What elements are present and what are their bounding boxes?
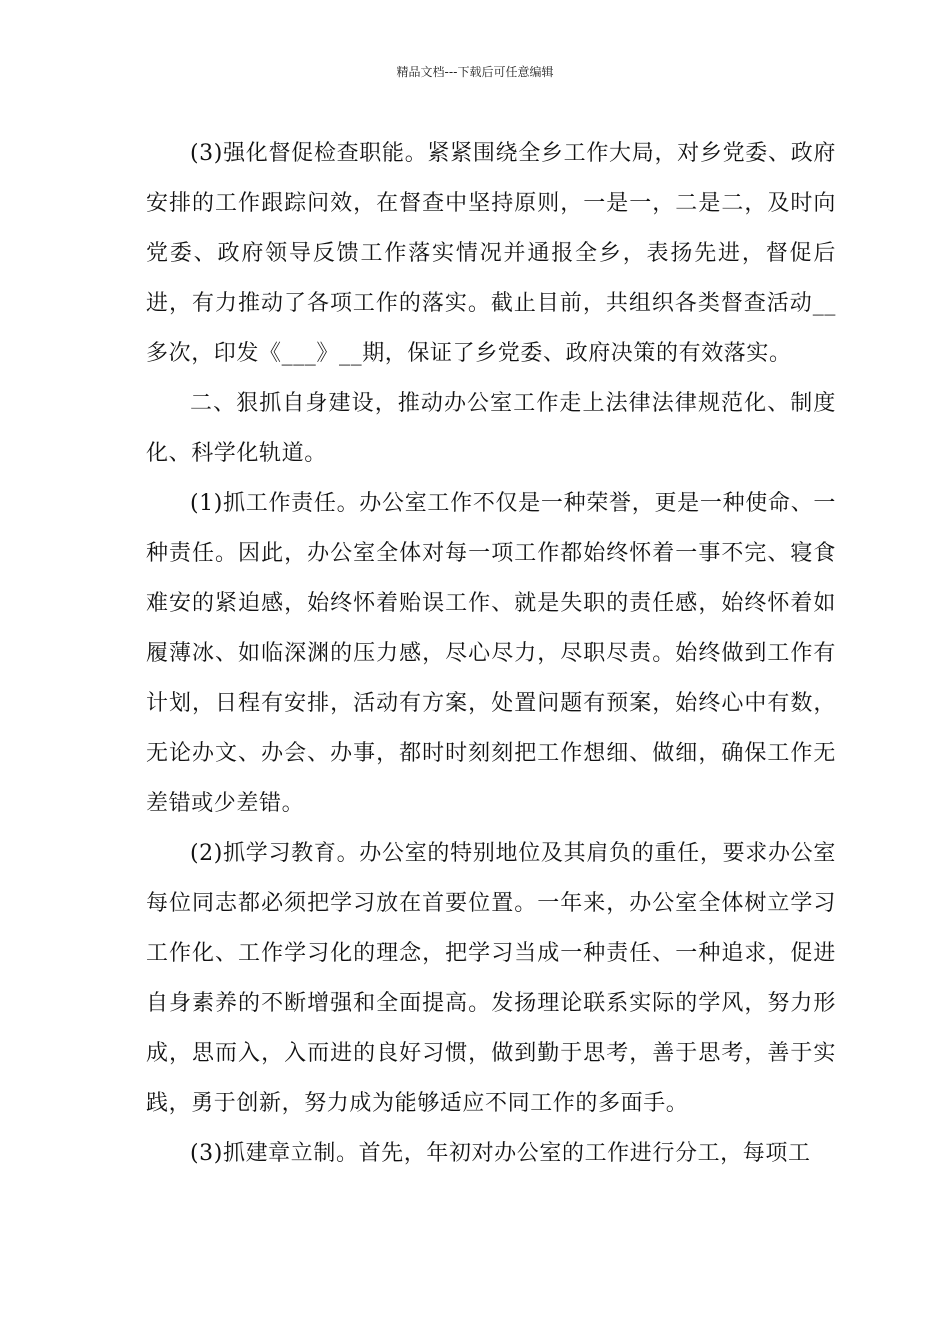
paragraph-supervision: (3)强化督促检查职能。紧紧围绕全乡工作大局，对乡党委、政府安排的工作跟踪问效，在督查中坚持原则，一是一，二是二，及时向党委、政府领导反馈工作落实情况并通报全乡，表扬先进，督促后进，有力推动了各项工作的落实。截止目前，共组织各类督查活动__多次，印发《___》__期，保证了乡党委、政府决策的有效落实。 [146,141,836,366]
document-body [146,129,836,1179]
paragraph-section-two-heading: 二、狠抓自身建设，推动办公室工作走上法律法律规范化、制度化、科学化轨道。 [146,391,836,466]
paragraph-work-responsibility: (1)抓工作责任。办公室工作不仅是一种荣誉，更是一种使命、一种责任。因此，办公室全体对每一项工作都始终怀着一事不完、寝食难安的紧迫感，始终怀着贻误工作、就是失职的责任感，始终怀着如履薄冰、如临深渊的压力感，尽心尽力，尽职尽责。始终做到工作有计划，日程有安排，活动有方案，处置问题有预案，始终心中有数，无论办文、办会、办事，都时时刻刻把工作想细、做细，确保工作无差错或少差错。 [146,491,836,816]
paragraph-study-education: (2)抓学习教育。办公室的特别地位及其肩负的重任，要求办公室每位同志都必须把学习放在首要位置。一年来，办公室全体树立学习工作化、工作学习化的理念，把学习当成一种责任、一种追求，促进自身素养的不断增强和全面提高。发扬理论联系实际的学风，努力形成，思而入，入而进的良好习惯，做到勤于思考，善于思考，善于实践，勇于创新，努力成为能够适应不同工作的多面手。 [146,841,836,1116]
paragraph-rules-system: (3)抓建章立制。首先，年初对办公室的工作进行分工，每项工 [190,1141,811,1166]
page-header: 精品文档---下载后可任意编辑 [396,65,554,79]
